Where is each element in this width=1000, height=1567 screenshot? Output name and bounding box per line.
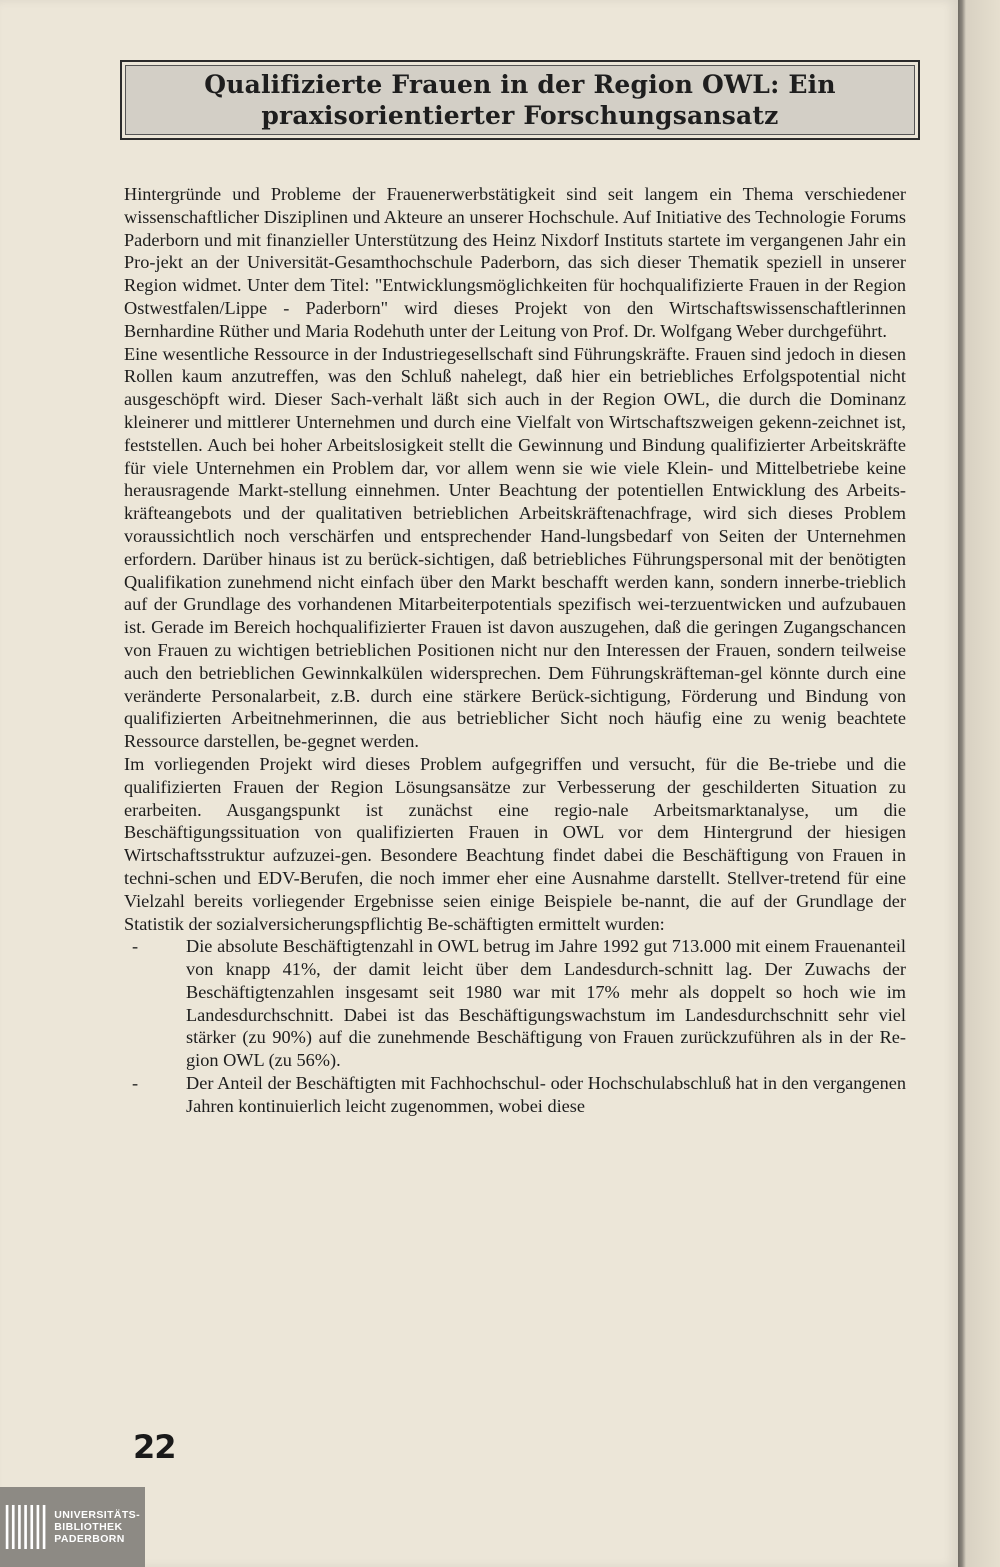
title-inner (125, 65, 915, 135)
list-item (124, 1072, 906, 1118)
library-line-1: UNIVERSITÄTS- (54, 1509, 140, 1521)
paragraph-project: Im vorliegenden Projekt wird dieses Problem aufgegriffen und versucht, für die Be-triebe und die qualifizierten Frauen der Region Lösungsansätze zur Verbesserung der geschilderten Situation zu erarbeiten. Ausgangspunkt ist zunächst eine regio-nale Arbeitsmarktanalyse, um die Beschäftigungssituation von qualifizierten Frauen in OWL vor dem Hintergrund der hiesigen Wirtschaftsstruktur aufzuzei-gen. Besondere Beachtung findet dabei die Beschäftigung von Frauen in techni-schen und EDV-Berufen, die noch immer eher eine Ausnahme darstellt. Stellver-tretend für eine Vielzahl bereits vorliegender Ergebnisse seien einige Beispiele be-nannt, die auf der Grundlage der Statistik der sozialversicherungspflichtig Be-schäftigten ermittelt wurden: (124, 753, 906, 934)
list-item-text: Die absolute Beschäftigtenzahl in OWL betrug im Jahre 1992 gut 713.000 mit einem Frauenanteil von knapp 41%, der damit leicht über dem Landesdurch-schnitt lag. Der Zuwachs der Beschäftigtenzahlen insgesamt seit 1980 war mit 17% mehr als doppelt so hoch wie im Landesdurchschnitt. Dabei ist das Beschäftigungswachstum im Landesdurchschnitt sehr viel stärker (zu 90%) auf die zunehmende Beschäftigung von Frauen zurückzuführen als in der Re-gion OWL (zu 56%). (186, 936, 906, 1071)
list-item-text: Der Anteil der Beschäftigten mit Fachhochschul- oder Hochschulabschluß hat in den vergangenen Jahren kontinuierlich leicht zugenommen, wobei diese (186, 1073, 906, 1116)
library-line-3: PADERBORN (54, 1533, 125, 1545)
title-box (120, 60, 920, 140)
list-item (124, 935, 906, 1072)
library-logo-text (54, 1509, 140, 1545)
title-line-2: praxisorientierter Forschungsansatz (261, 101, 779, 130)
paragraph-intro: Hintergründe und Probleme der Frauenerwerbstätigkeit sind seit langem ein Thema verschiedener wissenschaftlicher Disziplinen und Akteure an unserer Hochschule. Auf Initiative des Technologie Forums Paderborn und mit finanzieller Unterstützung des Heinz Nixdorf Instituts startete im vergangenen Jahr ein Pro-jekt an der Universität-Gesamthochschule Paderborn, das sich dieser Thematik speziell in unserer Region widmet. Unter dem Titel: "Entwicklungsmöglichkeiten für hochqualifizierte Frauen in der Region Ostwestfalen/Lippe - Paderborn" wird dieses Projekt von den Wirtschaftswissenschaftlerinnen Bernhardine Rüther und Maria Rodehuth unter der Leitung von Prof. Dr. Wolfgang Weber durchgeführt. (124, 184, 906, 341)
library-line-2: BIBLIOTHEK (54, 1521, 123, 1533)
title-line-1: Qualifizierte Frauen in der Region OWL: Ein (204, 70, 836, 99)
paragraph-resources: Eine wesentliche Ressource in der Industriegesellschaft sind Führungskräfte. Frauen sind jedoch in diesen Rollen kaum anzutreffen, was den Schluß nahelegt, daß hier ein betriebliches Erfolgspotential nicht ausgeschöpft wird. Dieser Sach-verhalt läßt sich auch in der Region OWL, die durch die Dominanz kleinerer und mittlerer Unternehmen und durch eine Vielfalt von Wirtschaftszweigen gekenn-zeichnet ist, feststellen. Auch bei hoher Arbeitslosigkeit stellt die Gewinnung und Bindung qualifizierter Arbeitskräfte für viele Unternehmen ein Problem dar, vor allem wenn sie wie viele Klein- und Mittelbetriebe keine herausragende Markt-stellung einnehmen. Unter Beachtung der potentiellen Entwicklung des Arbeits-kräfteangebots und der qualitativen betrieblichen Arbeitskräftenachfrage, wird sich dieses Problem voraussichtlich noch verschärfen und entsprechender Hand-lungsbedarf von Seiten der Unternehmen erfordern. Darüber hinaus ist zu berück-sichtigen, daß betriebliches Führungspersonal mit der benötigten Qualifikation zunehmend nicht einfach über den Markt beschafft werden kann, sondern innerbe-trieblich auf der Grundlage des vorhandenen Mitarbeiterpotentials spezifisch wei-terzuentwicken und aufzubauen ist. Gerade im Bereich hochqualifizierter Frauen ist davon auszugehen, daß die geringen Zugangschancen von Frauen zu wichtigen betrieblichen Positionen nicht nur den Interessen der Frauen, sondern teilweise auch den betrieblichen Gewinnkalkülen widersprechen. Dem Führungskräfteman-gel könnte durch eine veränderte Personalarbeit, z.B. durch eine stärkere Berück-sichtigung, Förderung und Bindung von qualifizierten Arbeitnehmerinnen, die aus betrieblicher Sicht noch häufig eine zu wenig beachtete Ressource darstellen, be-gegnet werden. (124, 343, 906, 752)
bullet-dash: - (132, 936, 139, 957)
library-logo (0, 1487, 140, 1567)
adjacent-page-edge (958, 0, 1000, 1567)
bullet-dash: - (132, 1073, 139, 1094)
page-number: 22 (133, 1428, 176, 1466)
results-list (124, 935, 906, 1117)
barcode-logo-icon (4, 1498, 46, 1556)
article-body (124, 183, 906, 1118)
article-title (204, 69, 836, 131)
